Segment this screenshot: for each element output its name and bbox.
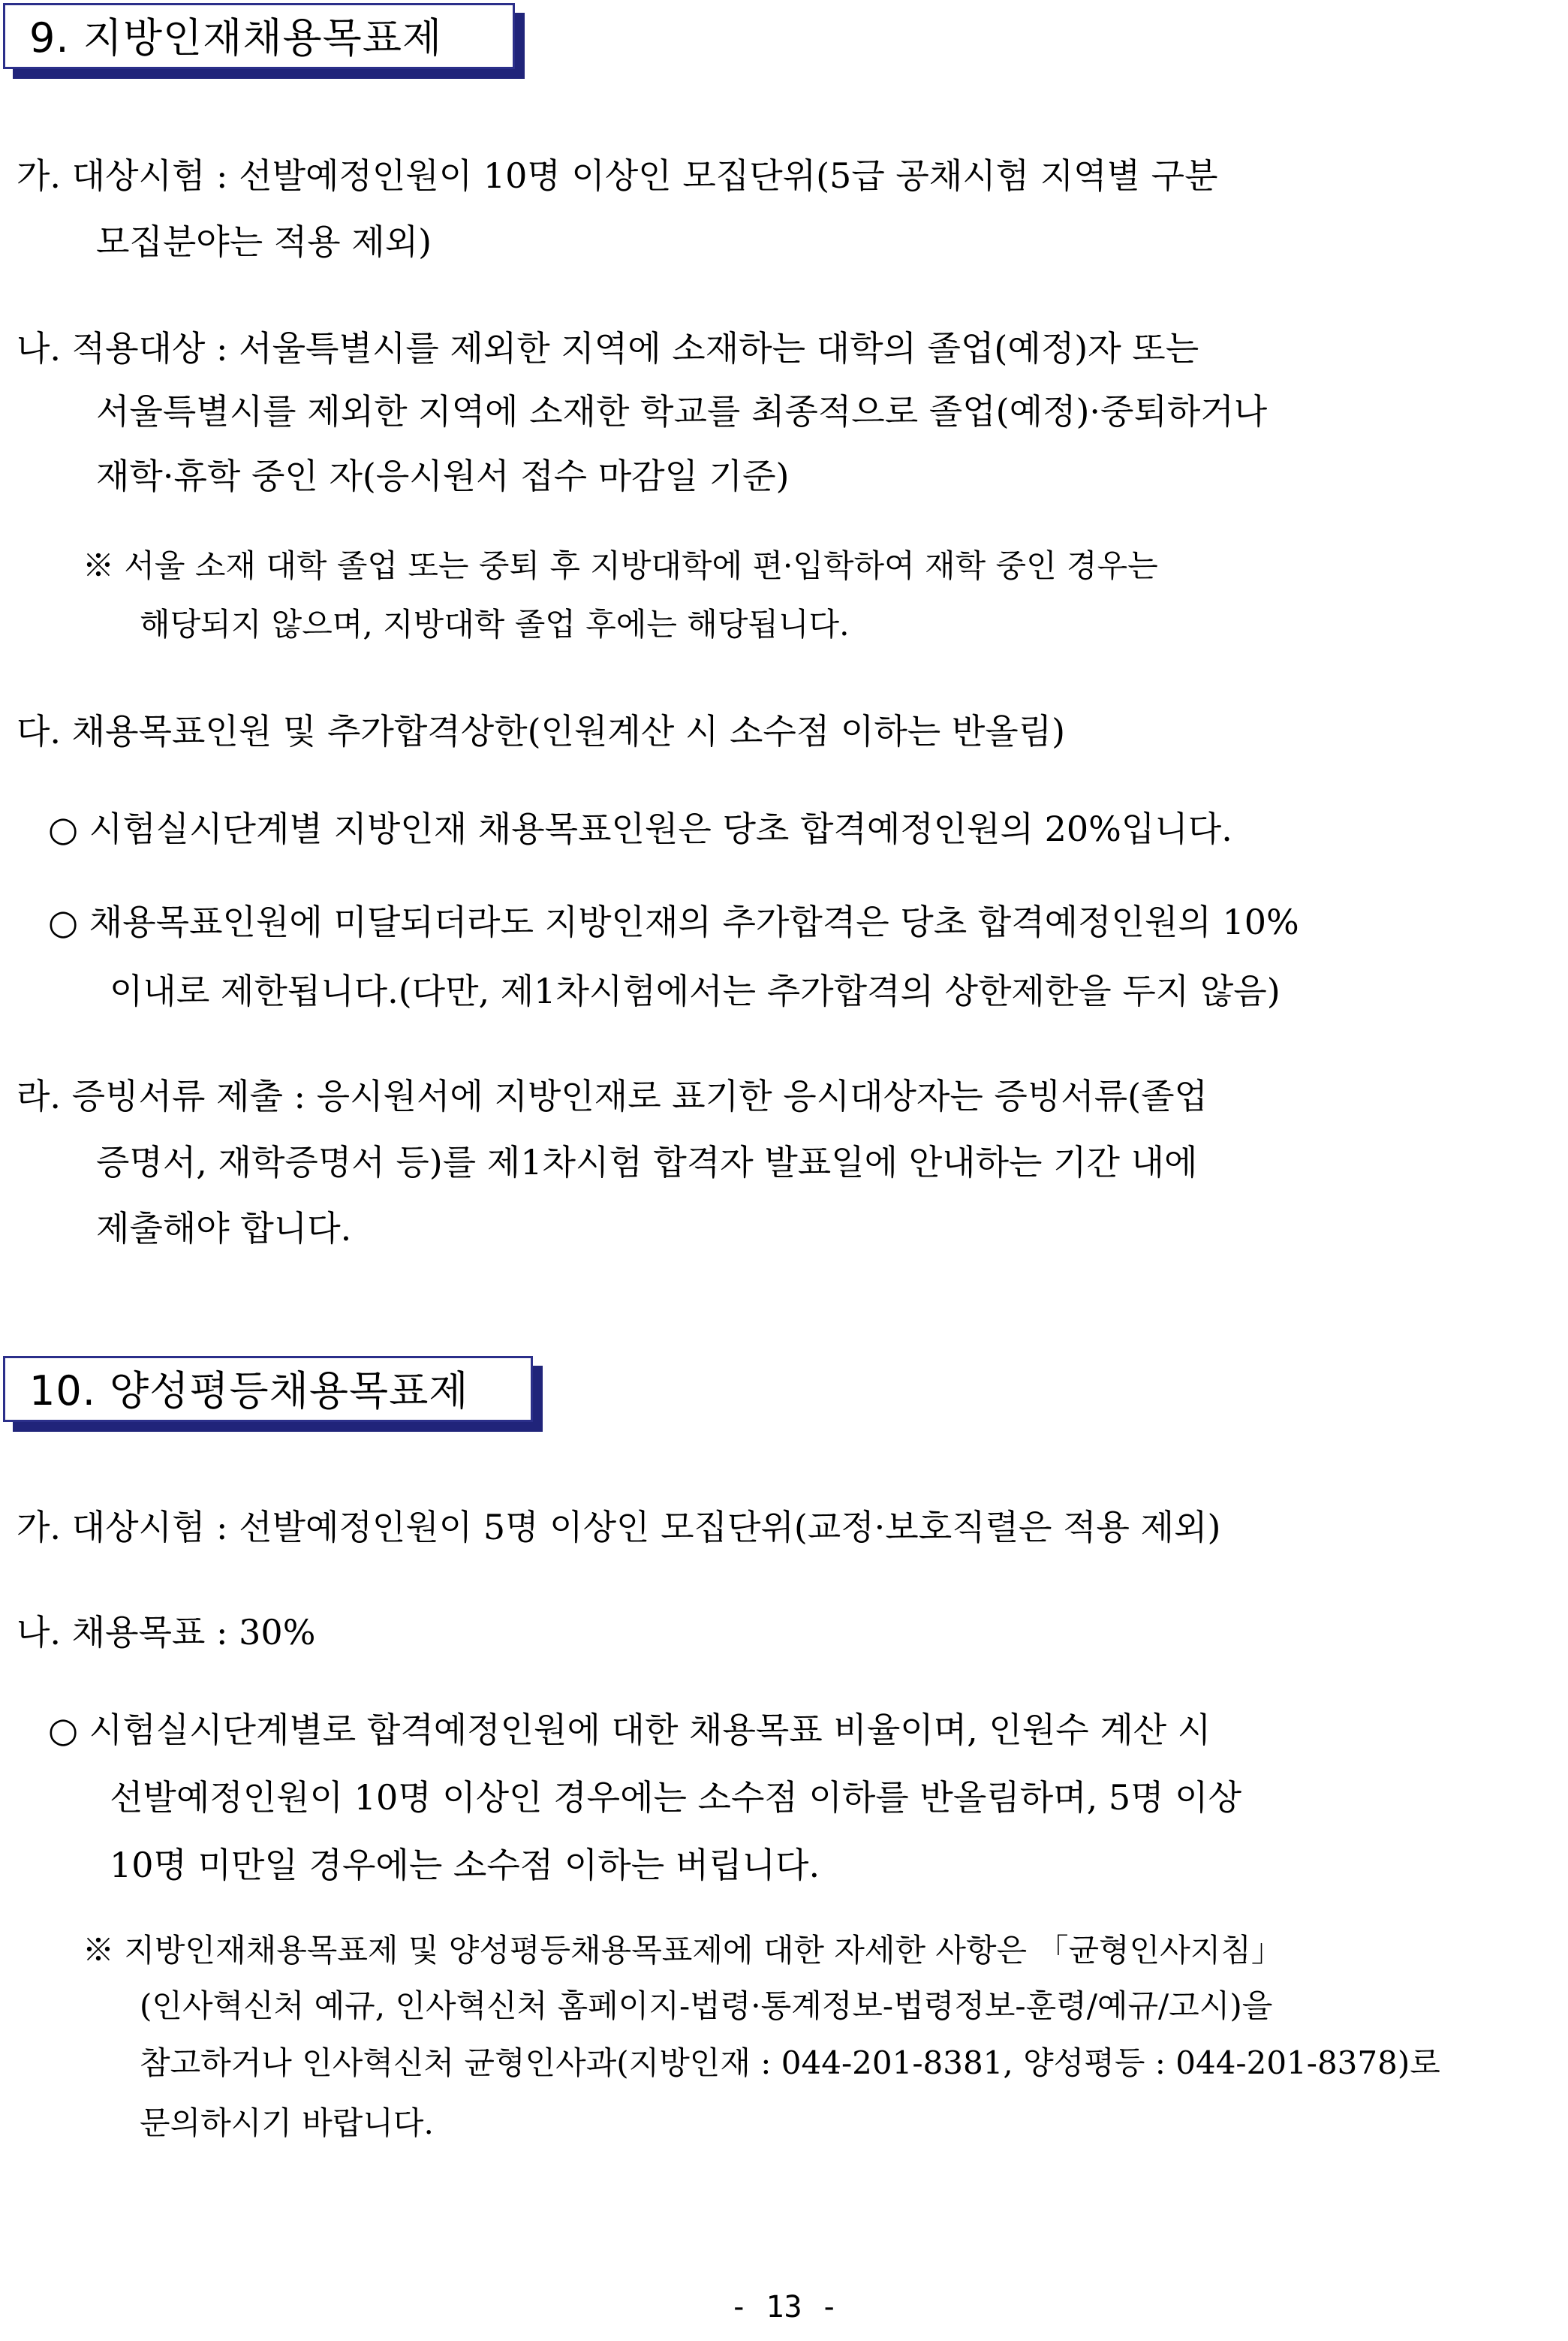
- s10-circle-line3: 10명 미만일 경우에는 소수점 이하는 버립니다.: [110, 1845, 820, 1885]
- s9-ga-line1: 가. 대상시험 : 선발예정인원이 10명 이상인 모집단위(5급 공채시험 지역별 구분: [17, 155, 1218, 196]
- s9-circle2-line1: ○ 채용목표인원에 미달되더라도 지방인재의 추가합격은 당초 합격예정인원의 10%: [48, 902, 1299, 942]
- s9-ra-line1: 라. 증빙서류 제출 : 응시원서에 지방인재로 표기한 응시대상자는 증빙서류(졸업: [17, 1076, 1208, 1116]
- s10-note-line4: 문의하시기 바랍니다.: [140, 2104, 434, 2141]
- s9-na-line2: 서울특별시를 제외한 지역에 소재한 학교를 최종적으로 졸업(예정)·중퇴하거나: [96, 391, 1268, 432]
- section-10-title: 10. 양성평등채용목표제: [3, 1356, 533, 1422]
- s10-circle-line1: ○ 시험실시단계별로 합격예정인원에 대한 채용목표 비율이며, 인원수 계산 시: [48, 1710, 1211, 1750]
- section-9-title: 9. 지방인재채용목표제: [3, 3, 515, 69]
- s9-da: 다. 채용목표인원 및 추가합격상한(인원계산 시 소수점 이하는 반올림): [17, 711, 1066, 752]
- s9-note-line2: 해당되지 않으며, 지방대학 졸업 후에는 해당됩니다.: [140, 606, 850, 643]
- s9-note-line1: ※ 서울 소재 대학 졸업 또는 중퇴 후 지방대학에 편·입학하여 재학 중인 경우는: [83, 547, 1158, 584]
- s9-circle1: ○ 시험실시단계별 지방인재 채용목표인원은 당초 합격예정인원의 20%입니다.: [48, 809, 1232, 849]
- s9-na-line1: 나. 적용대상 : 서울특별시를 제외한 지역에 소재하는 대학의 졸업(예정)자 또는: [17, 328, 1199, 369]
- s10-note-line1: ※ 지방인재채용목표제 및 양성평등채용목표제에 대한 자세한 사항은 「균형인사지침」: [83, 1932, 1283, 1969]
- s10-circle-line2: 선발예정인원이 10명 이상인 경우에는 소수점 이하를 반올림하며, 5명 이상: [110, 1777, 1242, 1818]
- s10-ga: 가. 대상시험 : 선발예정인원이 5명 이상인 모집단위(교정·보호직렬은 적용 제외): [17, 1507, 1221, 1547]
- s9-circle2-line2: 이내로 제한됩니다.(다만, 제1차시험에서는 추가합격의 상한제한을 두지 않음): [110, 971, 1281, 1011]
- s9-na-line3: 재학·휴학 중인 자(응시원서 접수 마감일 기준): [96, 456, 790, 496]
- s10-note-line3: 참고하거나 인사혁신처 균형인사과(지방인재 : 044-201-8381, 양성평등 : 044-201-8378)로: [140, 2044, 1440, 2081]
- s9-ra-line2: 증명서, 재학증명서 등)를 제1차시험 합격자 발표일에 안내하는 기간 내에: [96, 1142, 1198, 1183]
- s10-na: 나. 채용목표 : 30%: [17, 1612, 316, 1653]
- page-number: - 13 -: [730, 2290, 838, 2324]
- s10-note-line2: (인사혁신처 예규, 인사혁신처 홈페이지-법령·통계정보-법령정보-훈령/예규/고시)을: [140, 1987, 1273, 2024]
- s9-ra-line3: 제출해야 합니다.: [96, 1208, 352, 1249]
- s9-ga-line2: 모집분야는 적용 제외): [96, 221, 432, 262]
